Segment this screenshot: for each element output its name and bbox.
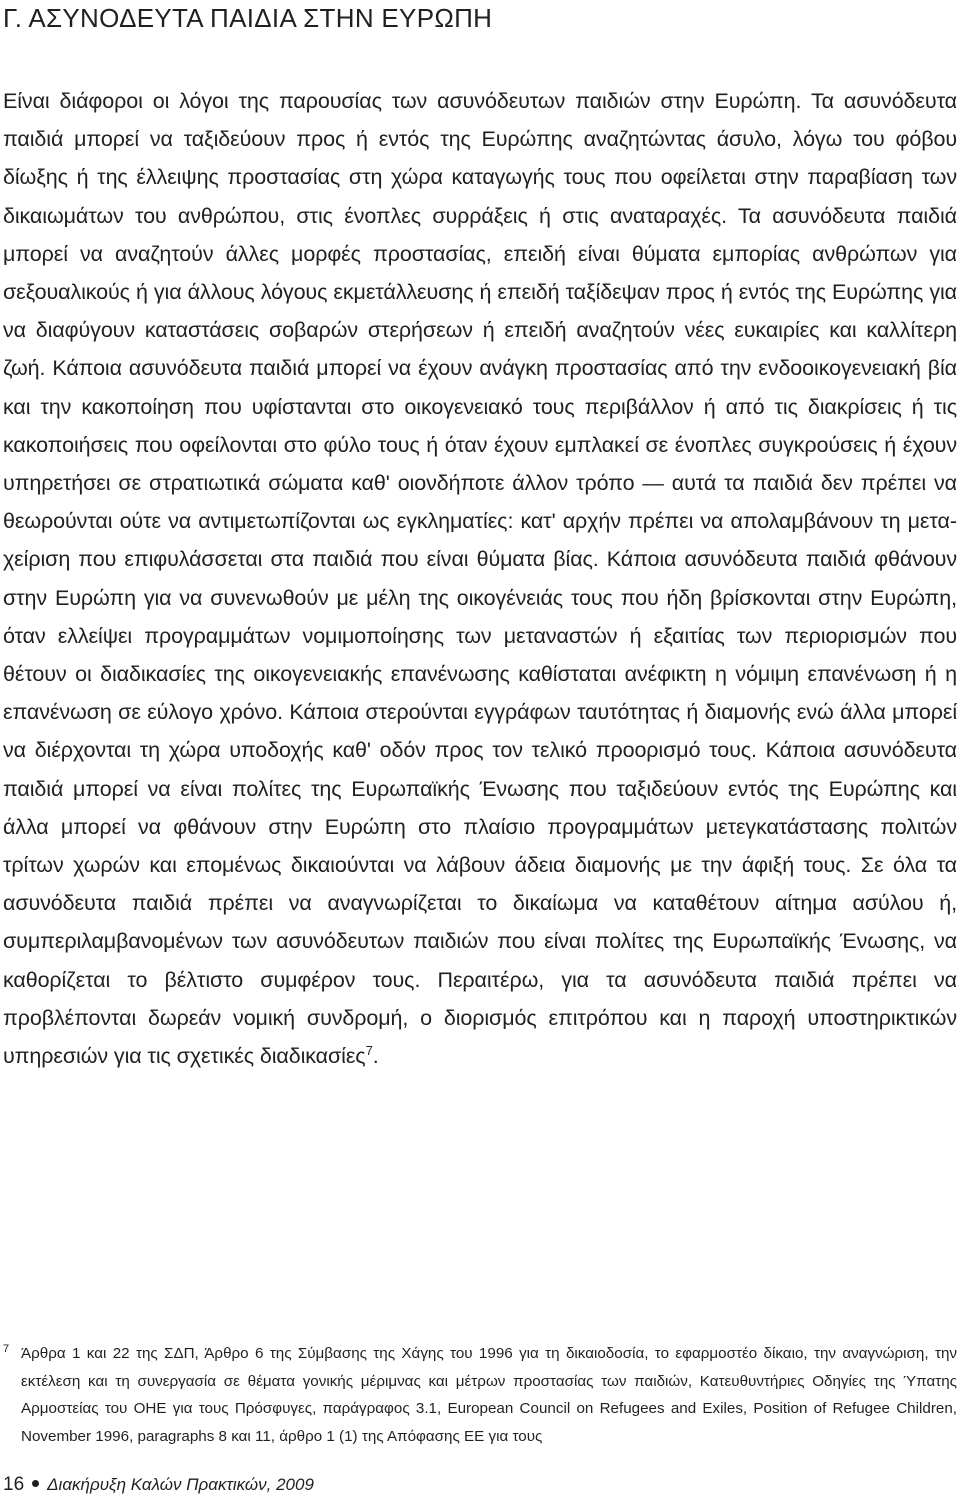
footnote — [3, 1340, 957, 1450]
publication-title: Διακήρυξη Καλών Πρακτικών, 2009 — [47, 1475, 314, 1494]
footnote-number: 7 — [3, 1343, 10, 1355]
page-number: 16 — [3, 1474, 25, 1495]
footnote-reference[interactable]: 7 — [365, 1042, 373, 1058]
page-footer — [3, 1472, 314, 1498]
section-heading: Γ. ΑΣΥΝΟΔΕΥΤΑ ΠΑΙΔΙΑ ΣΤΗΝ ΕΥΡΩΠΗ — [3, 3, 493, 33]
body-end: . — [372, 1044, 379, 1069]
footnote-text: Άρθρα 1 και 22 της ΣΔΠ, Άρθρο 6 της Σύμβασης της Χάγης του 1996 για τη δικαιοδοσία, το εφαρμοστέο δίκαιο, την αναγνώριση, την εκτέλεση και τη συνεργασία σε θέματα γονικής μέριμνας και μέτρων προστασίας των παιδιών, Κατευθυντήριες Οδηγίες της Ύπατης Αρμοστείας του ΟΗΕ για τους Πρόσφυγες, παράγραφος 3.1, European Council on Refugees and Exiles, Position of Refugee Children, November 1996, paragraphs 8 και 11, άρθρο 1 (1) της Απόφασης ΕΕ για τους — [21, 1345, 957, 1445]
body-text: Είναι διάφοροι οι λόγοι της παρουσίας των ασυνόδευτων παιδιών στην Ευρώπη. Τα ασυνόδευτα παιδιά μπορεί να ταξιδεύουν προς ή εντός της Ευρώπης αναζητώντας άσυλο, λόγω του φόβου δίωξης ή της έλλειψης προστασίας στη χώρα καταγωγής τους που οφείλεται στην παραβίαση των δικαιωμάτων του ανθρώπου, στις ένοπλες συρράξεις ή στις αναταραχές. Τα ασυνόδευτα παιδιά μπορεί να αναζητούν άλλες μορφές προστασίας, επειδή είναι θύματα εμπορίας ανθρώπων για σεξουαλικούς ή για άλλους λόγους εκμετάλλευσης ή επειδή ταξίδεψαν προς ή εντός της Ευρώπης για να διαφύγουν καταστάσεις σοβαρών στερήσεων ή επειδή αναζητούν νέες ευκαιρίες και καλλίτερη ζωή. Κάποια ασυνόδευτα παιδιά μπορεί να έχουν ανάγκη προστασίας από την ενδοοικογενειακή βία και την κακοποίηση που υφίστανται στο οικογενειακό τους περιβάλλον ή από τις διακρίσεις ή τις κακοποιήσεις που οφείλονται στο φύλο τους ή όταν έχουν εμπλακεί σε ένοπλες συγκρούσεις ή έχουν υπηρετήσει σε στρατιωτικά σώματα καθ' οιονδήποτε άλλον τρόπο — αυτά τα παιδιά δεν πρέπει να θεωρούνται ούτε να αντιμετωπίζονται ως εγκληματίες: κατ' αρχήν πρέπει να απολαμβάνουν τη μεταχείριση που επιφυλάσσεται στα παιδιά που είναι θύματα βίας. Κάποια ασυνόδευτα παιδιά φθάνουν στην Ευρώπη για να συνενωθούν με μέλη της οικογένειάς τους που ήδη βρίσκονται στην Ευρώπη, όταν ελλείψει προγραμμάτων νομιμοποίησης των μεταναστών ή εξαιτίας των περιορισμών που θέτουν οι διαδικασίες της οικογενειακής επανένωσης καθίσταται ανέφικτη η νόμιμη επανένωση ή η επανένωση σε εύλογο χρόνο. Κάποια στερούνται εγγράφων ταυτότητας ή διαμονής ενώ άλλα μπορεί να διέρχονται τη χώρα υποδοχής καθ' οδόν προς τον τελικό προορισμό τους. Κάποια ασυνόδευτα παιδιά μπορεί να είναι πολίτες της Ευρωπαϊκής Ένωσης που ταξιδεύουν εντός της Ευρώπης και άλλα μπορεί να φθάνουν στην Ευρώπη στο πλαίσιο προγραμμάτων μετεγκατάστασης πολιτών τρίτων χωρών και επομένως δικαιούνται να λάβουν άδεια διαμονής με την άφιξή τους. Σε όλα τα ασυνόδευτα παιδιά πρέπει να αναγνωρίζεται το δικαίωμα να καταθέτουν αίτημα ασύλου ή, συμπεριλαμβανομένων των ασυνόδευτων παιδιών που είναι πολίτες της Ευρωπαϊκής Ένωσης, να καθορίζεται το βέλτιστο συμφέρον τους. Περαιτέρω, για τα ασυνόδευτα παιδιά πρέπει να προβλέπονται δωρεάν νομική συνδρομή, ο διορισμός επιτρόπου και η παροχή υποστηρικτικών υπηρεσιών για τις σχετικές διαδικασίες — [3, 89, 957, 1069]
body-paragraph — [3, 82, 957, 1075]
bullet-separator — [32, 1480, 39, 1487]
